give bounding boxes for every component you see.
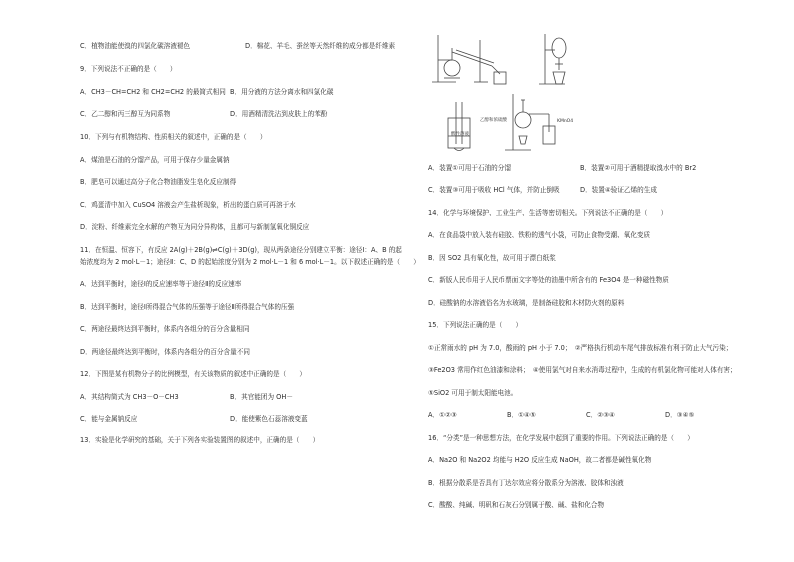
q10-option-c: C．鸡蛋清中加入 CuSO4 溶液会产生盐析现象，析出的蛋白质可再溶于水 xyxy=(80,201,296,209)
q10-option-a: A．煤油是石油的分馏产品，可用于保存少量金属钠 xyxy=(80,156,230,164)
q9-option-b: B．用分液的方法分离水和四氯化碳 xyxy=(230,88,334,96)
q15-item-line2: ③Fe2O3 常用作红色油漆和涂料； ④使用氯气对自来水消毒过程中，生成的有机氯化物可能对人体有害； xyxy=(428,366,737,374)
q14-option-b: B．因 SO2 具有氧化性，故可用于漂白纸浆 xyxy=(428,254,556,262)
q9-stem: 9．下列说法不正确的是（ ） xyxy=(80,65,177,73)
label-acid-solution: 酸性溶液 xyxy=(451,132,469,137)
q10-option-b: B．肥皂可以通过高分子化合物油脂发生皂化反应制得 xyxy=(80,178,237,186)
q11-stem-line2: 始浓度均为 2 mol·L－1；途径Ⅱ：C、D 的起始浓度分别为 2 mol·L－1 和 6 mol·L－1。以下叙述正确的是（ ） xyxy=(80,258,420,266)
apparatus-separatory-funnel-figure xyxy=(535,30,595,90)
q15-item-line3: ⑤SiO2 可用于制太阳能电池。 xyxy=(428,389,518,397)
q14-option-a: A．在食品袋中放入装有硅胶、铁粉的透气小袋，可防止食物受潮、氧化变质 xyxy=(428,231,651,239)
q11-option-d: D．两途径最终达到平衡时，体系内各组分的百分含量不同 xyxy=(80,348,250,356)
q14-option-d: D．硅酸钠的水溶液俗名为水玻璃，是制备硅胶和木材防火剂的原料 xyxy=(428,299,625,307)
q14-option-c: C．新版人民币用于人民币票面文字等处的油墨中所含有的 Fe3O4 是一种磁性物质 xyxy=(428,276,669,284)
apparatus-distillation-figure xyxy=(430,30,525,90)
q12-option-c: C．能与金属钠反应 xyxy=(80,415,138,423)
q12-stem: 12．下图是某有机物分子的比例模型，有关该物质的叙述中正确的是（ ） xyxy=(80,370,306,378)
q13-option-a: A．装置①可用于石油的分馏 xyxy=(428,164,511,172)
q11-option-b: B．达到平衡时，途径Ⅰ所得混合气体的压强等于途径Ⅱ所得混合气体的压强 xyxy=(80,303,295,311)
q13-option-b: B．装置②可用于酒精提取溴水中的 Br2 xyxy=(580,164,697,172)
q13-stem: 13．实验是化学研究的基础，关于下列各实验装置图的叙述中，正确的是（ ） xyxy=(80,436,320,444)
q15-option-c: C．②③④ xyxy=(586,411,615,419)
q13-option-c: C．装置③可用于吸收 HCl 气体，并防止倒吸 xyxy=(428,186,560,194)
q16-option-c: C．酸酸、纯碱、明矾和石灰石分别属于酸、碱、盐和化合物 xyxy=(428,501,605,509)
q16-option-a: A．Na2O 和 Na2O2 均能与 H2O 反应生成 NaOH，故二者都是碱性氧化物 xyxy=(428,456,652,464)
q15-option-a: A．①②③ xyxy=(428,411,457,419)
apparatus-ethylene-figure xyxy=(495,92,570,157)
q10-stem: 10．下列与有机物结构、性质相关的叙述中，正确的是（ ） xyxy=(80,133,267,141)
q12-option-d: D．能使紫色石蕊溶液变蓝 xyxy=(230,415,308,423)
q16-option-b: B．根据分散系是否具有丁达尔效应将分散系分为溶液、胶体和浊液 xyxy=(428,479,624,487)
apparatus-hcl-absorption-figure xyxy=(442,100,482,155)
q14-stem: 14．化学与环境保护、工业生产、生活等密切相关。下列说法不正确的是（ ） xyxy=(428,209,668,217)
q15-option-d: D．③④⑤ xyxy=(665,411,695,419)
q9-option-a: A．CH3－CH=CH2 和 CH2=CH2 的最简式相同 xyxy=(80,88,226,96)
q8-option-c: C．植物油能使溴的四氯化碳溶液褪色 xyxy=(80,42,191,50)
q15-option-b: B．①④⑤ xyxy=(507,411,536,419)
q11-stem-line1: 11．在恒温、恒容下，有反应 2A(g)＋2B(g)⇌C(g)＋3D(g)，现从两条途径分别建立平衡：途径Ⅰ：A、B 的起 xyxy=(80,246,402,254)
q11-option-c: C．两途径最终达到平衡时，体系内各组分的百分含量相同 xyxy=(80,325,250,333)
q8-option-d: D．棉花、羊毛、蚕丝等天然纤维的成分都是纤维素 xyxy=(245,42,396,50)
q11-option-a: A．达到平衡时，途径Ⅰ的反应速率等于途径Ⅱ的反应速率 xyxy=(80,280,242,288)
q13-option-d: D．装置④验证乙烯的生成 xyxy=(580,186,657,194)
q15-item-line1: ①正常雨水的 pH 为 7.0，酸雨的 pH 小于 7.0； ②严格执行机动车尾气排放标准有利于防止大气污染； xyxy=(428,344,733,352)
q9-option-d: D．用酒精清洗沾到皮肤上的苯酚 xyxy=(230,110,328,118)
q16-stem: 16．“分类”是一种思想方法，在化学发展中起到了重要的作用。下列说法正确的是（ ） xyxy=(428,434,694,442)
label-kmno4: KMnO4 xyxy=(557,119,574,124)
q15-stem: 15．下列说法正确的是（ ） xyxy=(428,321,523,329)
q9-option-c: C．乙二醇和丙三醇互为同系物 xyxy=(80,110,171,118)
q12-option-a: A．其结构简式为 CH3－O－CH3 xyxy=(80,393,179,401)
q10-option-d: D．淀粉、纤维素完全水解的产物互为同分异构体，且都可与新制氢氧化铜反应 xyxy=(80,223,310,231)
label-ethanol-sulfuric: 乙醇和浓硫酸 xyxy=(480,118,507,123)
q12-option-b: B．其官能团为 OH－ xyxy=(230,393,293,401)
